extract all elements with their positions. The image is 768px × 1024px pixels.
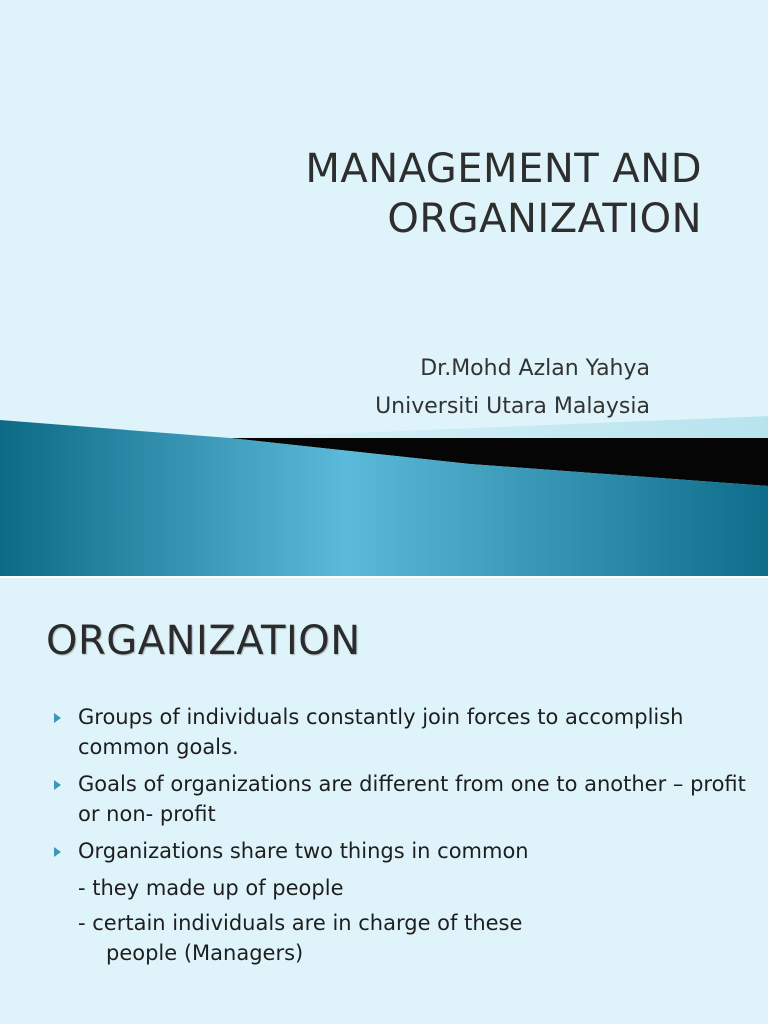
sub-point-text: - certain individuals are in charge of these — [78, 911, 523, 935]
content-slide — [0, 578, 768, 1024]
triangle-bullet-icon — [54, 847, 61, 857]
bullet-list — [52, 702, 752, 973]
decorative-wave-band — [0, 400, 768, 576]
author-name: Dr.Mohd Azlan Yahya — [420, 356, 650, 381]
slide-heading: ORGANIZATION — [46, 618, 361, 664]
sub-point-text: - they made up of people — [78, 876, 344, 900]
bullet-item — [52, 769, 752, 829]
bullet-text: Organizations share two things in common — [78, 839, 529, 863]
title-line-1: MANAGEMENT AND — [305, 146, 702, 192]
bullet-text: Goals of organizations are different from one to another – profit or non- profit — [78, 772, 746, 826]
sub-point — [52, 873, 752, 903]
institution-name: Universiti Utara Malaysia — [375, 394, 650, 419]
triangle-bullet-icon — [54, 780, 61, 790]
bullet-text: Groups of individuals constantly join forces to accomplish common goals. — [78, 705, 684, 759]
sub-point-continuation: people (Managers) — [106, 941, 304, 965]
triangle-bullet-icon — [54, 713, 61, 723]
bullet-item — [52, 836, 752, 866]
slide-title — [305, 144, 702, 244]
sub-point — [52, 908, 752, 968]
bullet-item — [52, 702, 752, 762]
title-line-2: ORGANIZATION — [387, 196, 702, 242]
